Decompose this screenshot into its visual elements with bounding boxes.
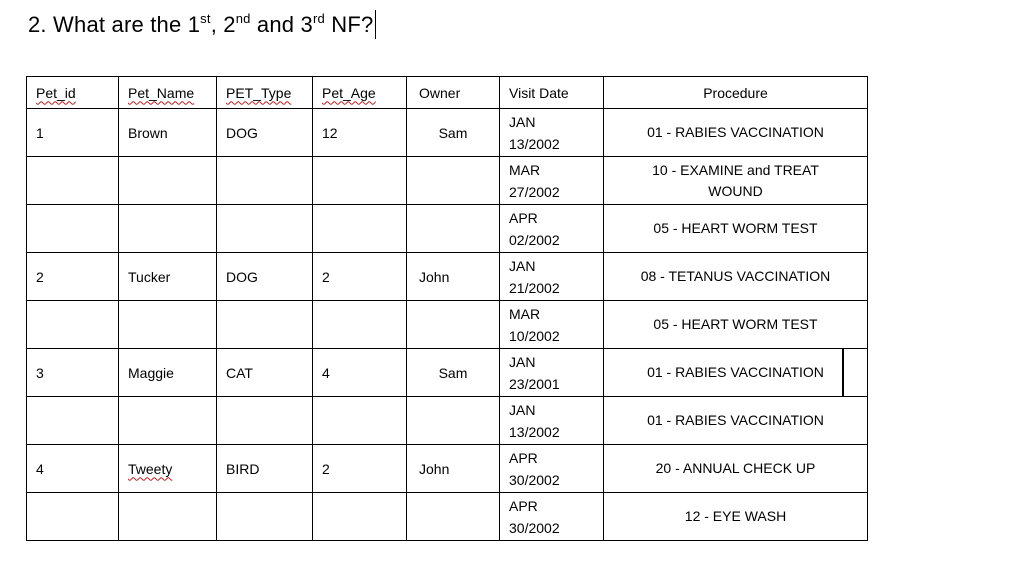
cell-visit-date bbox=[500, 301, 604, 349]
pet-visits-table bbox=[26, 76, 868, 541]
cell-pet-name bbox=[119, 301, 217, 349]
ordinal-suffix-1: st bbox=[200, 11, 211, 26]
header-procedure: Procedure bbox=[604, 77, 868, 109]
cell-pet-type bbox=[217, 397, 313, 445]
table-row bbox=[27, 301, 868, 349]
table-row bbox=[27, 493, 868, 541]
cell-owner bbox=[407, 397, 500, 445]
cell-visit-date bbox=[500, 205, 604, 253]
cell-pet-type bbox=[217, 205, 313, 253]
visit-day-year: 13/2002 bbox=[509, 135, 560, 152]
cell-owner: Sam bbox=[407, 109, 500, 157]
cell-procedure: 01 - RABIES VACCINATION bbox=[604, 109, 868, 157]
visit-month: MAR bbox=[509, 161, 541, 178]
table-row bbox=[27, 349, 868, 397]
cell-owner bbox=[407, 157, 500, 205]
cell-owner bbox=[407, 205, 500, 253]
cell-pet-type bbox=[217, 493, 313, 541]
question-heading bbox=[28, 10, 376, 39]
cell-pet-age bbox=[313, 205, 407, 253]
cell-pet-id bbox=[27, 157, 119, 205]
question-suffix: NF? bbox=[324, 12, 374, 37]
table-row bbox=[27, 397, 868, 445]
ordinal-suffix-3: rd bbox=[313, 11, 325, 26]
cell-pet-name: Maggie bbox=[119, 349, 217, 397]
ordinal-suffix-2: nd bbox=[235, 11, 251, 26]
table-row bbox=[27, 445, 868, 493]
cell-pet-age bbox=[313, 157, 407, 205]
cell-visit-date bbox=[500, 397, 604, 445]
cell-pet-id: 4 bbox=[27, 445, 119, 493]
question-mid-2: and 3 bbox=[250, 12, 313, 37]
cell-pet-age: 2 bbox=[313, 253, 407, 301]
cell-visit-date bbox=[500, 493, 604, 541]
visit-month: JAN bbox=[509, 401, 536, 418]
header-pet-type: PET_Type bbox=[217, 77, 313, 109]
table-row bbox=[27, 157, 868, 205]
visit-day-year: 30/2002 bbox=[509, 471, 560, 488]
table-header-row bbox=[27, 77, 868, 109]
cell-pet-name: Tweety bbox=[119, 445, 217, 493]
cell-pet-type: CAT bbox=[217, 349, 313, 397]
cell-procedure: 05 - HEART WORM TEST bbox=[604, 205, 868, 253]
visit-month: JAN bbox=[509, 113, 536, 130]
cell-pet-id: 3 bbox=[27, 349, 119, 397]
cell-pet-id: 2 bbox=[27, 253, 119, 301]
cell-pet-age: 4 bbox=[313, 349, 407, 397]
cell-owner bbox=[407, 493, 500, 541]
visit-day-year: 13/2002 bbox=[509, 423, 560, 440]
cell-owner: John bbox=[407, 253, 500, 301]
cell-pet-name: Brown bbox=[119, 109, 217, 157]
cell-pet-age bbox=[313, 493, 407, 541]
cell-procedure: 08 - TETANUS VACCINATION bbox=[604, 253, 868, 301]
cell-procedure: 12 - EYE WASH bbox=[604, 493, 868, 541]
table-row bbox=[27, 109, 868, 157]
cell-pet-id bbox=[27, 301, 119, 349]
table-edge-mark bbox=[842, 348, 844, 396]
cell-visit-date bbox=[500, 349, 604, 397]
cell-procedure: 05 - HEART WORM TEST bbox=[604, 301, 868, 349]
visit-day-year: 21/2002 bbox=[509, 279, 560, 296]
cell-pet-type: DOG bbox=[217, 109, 313, 157]
cell-pet-id bbox=[27, 493, 119, 541]
cell-procedure: 01 - RABIES VACCINATION bbox=[604, 397, 868, 445]
table-row bbox=[27, 253, 868, 301]
table-row bbox=[27, 205, 868, 253]
cell-procedure: 10 - EXAMINE and TREAT WOUND bbox=[604, 157, 868, 205]
cell-pet-type bbox=[217, 301, 313, 349]
question-prefix: 2. What are the 1 bbox=[28, 12, 201, 37]
cell-owner: John bbox=[407, 445, 500, 493]
cell-visit-date bbox=[500, 109, 604, 157]
cell-visit-date bbox=[500, 157, 604, 205]
cell-procedure: 20 - ANNUAL CHECK UP bbox=[604, 445, 868, 493]
visit-month: APR bbox=[509, 497, 538, 514]
cell-visit-date bbox=[500, 253, 604, 301]
cell-pet-type: DOG bbox=[217, 253, 313, 301]
cell-pet-type: BIRD bbox=[217, 445, 313, 493]
header-pet-age: Pet_Age bbox=[313, 77, 407, 109]
visit-day-year: 27/2002 bbox=[509, 183, 560, 200]
cell-pet-type bbox=[217, 157, 313, 205]
visit-month: JAN bbox=[509, 257, 536, 274]
visit-day-year: 23/2001 bbox=[509, 375, 560, 392]
visit-month: APR bbox=[509, 209, 538, 226]
cell-procedure: 01 - RABIES VACCINATION bbox=[604, 349, 868, 397]
cell-pet-age: 12 bbox=[313, 109, 407, 157]
cell-pet-name bbox=[119, 205, 217, 253]
cell-pet-age: 2 bbox=[313, 445, 407, 493]
visit-day-year: 30/2002 bbox=[509, 519, 560, 536]
cell-pet-id: 1 bbox=[27, 109, 119, 157]
visit-month: APR bbox=[509, 449, 538, 466]
cell-owner bbox=[407, 301, 500, 349]
visit-month: JAN bbox=[509, 353, 536, 370]
cell-pet-id bbox=[27, 397, 119, 445]
cell-pet-name: Tucker bbox=[119, 253, 217, 301]
visit-day-year: 10/2002 bbox=[509, 327, 560, 344]
cell-pet-age bbox=[313, 301, 407, 349]
cell-pet-id bbox=[27, 205, 119, 253]
cell-visit-date bbox=[500, 445, 604, 493]
question-mid-1: , 2 bbox=[210, 12, 236, 37]
header-pet-id: Pet_id bbox=[27, 77, 119, 109]
visit-month: MAR bbox=[509, 305, 541, 322]
text-cursor[interactable] bbox=[375, 10, 376, 39]
header-pet-name: Pet_Name bbox=[119, 77, 217, 109]
visit-day-year: 02/2002 bbox=[509, 231, 560, 248]
cell-pet-age bbox=[313, 397, 407, 445]
cell-pet-name bbox=[119, 157, 217, 205]
header-owner: Owner bbox=[407, 77, 500, 109]
header-visit-date: Visit Date bbox=[500, 77, 604, 109]
cell-owner: Sam bbox=[407, 349, 500, 397]
cell-pet-name bbox=[119, 493, 217, 541]
cell-pet-name bbox=[119, 397, 217, 445]
